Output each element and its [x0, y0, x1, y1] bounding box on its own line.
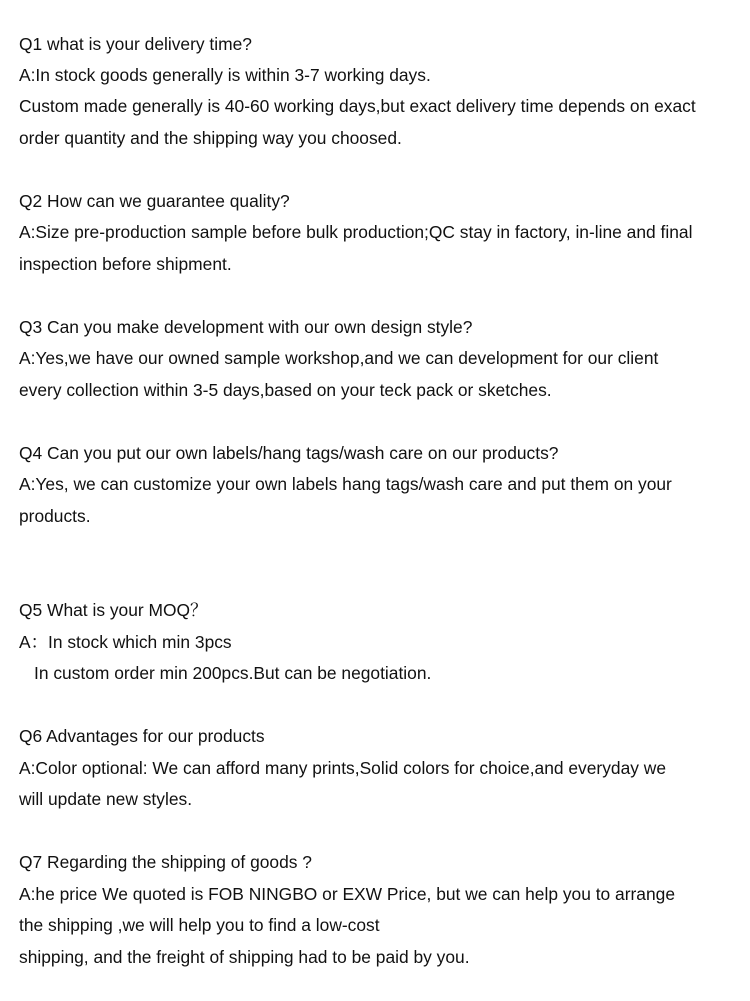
faq-answer-7-line-1: A:he price We quoted is FOB NINGBO or EXW Price, but we can help you to arrange	[19, 884, 675, 904]
faq-question-2: Q2 How can we guarantee quality?	[19, 191, 290, 211]
faq-question-5: Q5 What is your MOQ？	[19, 600, 208, 620]
faq-question-4: Q4 Can you put our own labels/hang tags/wash care on our products?	[19, 443, 559, 463]
faq-answer-2-line-1: A:Size pre-production sample before bulk production;QC stay in factory, in-line and final	[19, 222, 693, 242]
faq-answer-2-line-2: inspection before shipment.	[19, 254, 232, 274]
faq-question-1: Q1 what is your delivery time?	[19, 34, 252, 54]
faq-answer-6-line-1: A:Color optional: We can afford many prints,Solid colors for choice,and everyday we	[19, 758, 667, 778]
faq-answer-5-line-1: A：In stock which min 3pcs	[19, 632, 232, 652]
faq-answer-6-line-2: will update new styles.	[19, 789, 193, 809]
faq-answer-4-line-1: A:Yes, we can customize your own labels hang tags/wash care and put them on your	[19, 474, 672, 494]
faq-answer-5-line-2: In custom order min 200pcs.But can be negotiation.	[34, 663, 432, 683]
faq-answer-1-line-1: A:In stock goods generally is within 3-7 working days.	[19, 65, 431, 85]
faq-answer-7-line-3: shipping, and the freight of shipping had to be paid by you.	[19, 947, 470, 967]
faq-answer-3-line-2: every collection within 3-5 days,based on your teck pack or sketches.	[19, 380, 552, 400]
faq-question-6: Q6 Advantages for our products	[19, 726, 265, 746]
faq-answer-3-line-1: A:Yes,we have our owned sample workshop,and we can development for our client	[19, 348, 659, 368]
faq-answer-1-line-3: order quantity and the shipping way you choosed.	[19, 128, 402, 148]
faq-question-7: Q7 Regarding the shipping of goods ?	[19, 852, 312, 872]
faq-answer-4-line-2: products.	[19, 506, 91, 526]
faq-answer-7-line-2: the shipping ,we will help you to find a low-cost	[19, 915, 380, 935]
faq-answer-1-line-2: Custom made generally is 40-60 working days,but exact delivery time depends on exact	[19, 96, 696, 116]
faq-question-3: Q3 Can you make development with our own design style?	[19, 317, 473, 337]
